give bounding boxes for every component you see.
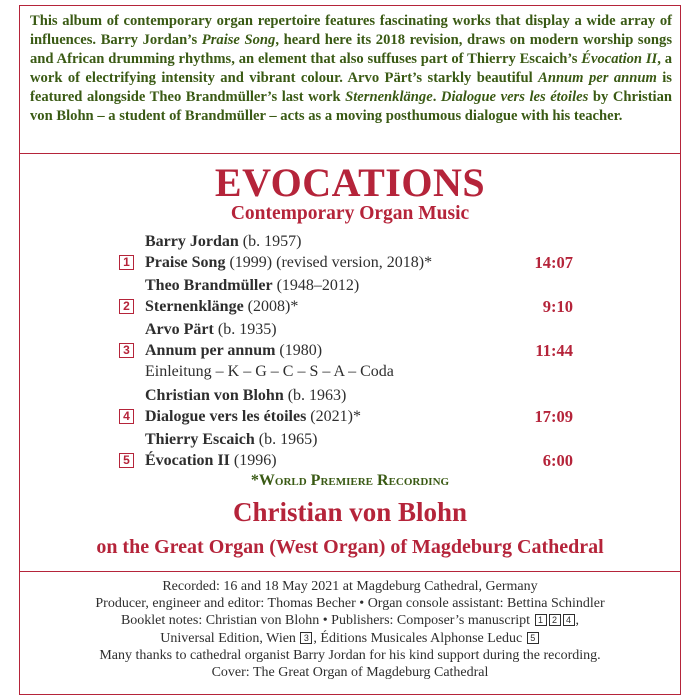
track-work[interactable]: Praise Song (1999) (revised version, 2018)*: [145, 254, 433, 271]
track-duration: 6:00: [542, 451, 573, 470]
credit-publishers: Universal Edition, Wien 3 , Éditions Musicales Alphonse Leduc 5: [0, 630, 700, 647]
performer-name: Christian von Blohn: [232, 497, 468, 527]
intro-work-title: Évocation II: [581, 51, 658, 67]
track-box: 3: [300, 632, 312, 644]
track-work[interactable]: Annum per annum (1980): [145, 342, 323, 359]
track-composer: Thierry Escaich (b. 1965): [145, 431, 318, 448]
track-number: 4: [119, 409, 134, 424]
track-composer: Christian von Blohn (b. 1963): [145, 387, 347, 404]
intro-work-title: Sternenklänge: [345, 89, 433, 105]
track-duration: 17:09: [534, 407, 573, 426]
track-box: 2: [549, 614, 561, 626]
album-subtitle: Contemporary Organ Music: [230, 203, 470, 224]
track-composer: Barry Jordan (b. 1957): [145, 233, 302, 250]
album-title: EVOCATIONS: [214, 160, 486, 205]
track-box: 5: [527, 632, 539, 644]
track-number: 3: [119, 343, 134, 358]
divider-bottom: [19, 571, 681, 572]
credit-producer: Producer, engineer and editor: Thomas Becher • Organ console assistant: Bettina Schindler: [95, 596, 605, 612]
track-work[interactable]: Évocation II (1996): [145, 452, 277, 469]
track-duration: 9:10: [542, 297, 573, 316]
credits: [0, 578, 700, 681]
intro-work-title: Praise Song: [201, 32, 276, 48]
track-number: 5: [119, 453, 134, 468]
track-box: 4: [563, 614, 575, 626]
intro-work-title: Dialogue vers les étoiles: [440, 89, 589, 105]
instrument-line: on the Great Organ (West Organ) of Magdeburg Cathedral: [96, 536, 604, 558]
track-sections: Einleitung – K – G – C – S – A – Coda: [145, 363, 394, 380]
track-composer: Arvo Pärt (b. 1935): [145, 321, 277, 338]
track-work[interactable]: Dialogue vers les étoiles (2021)*: [145, 408, 361, 425]
credit-thanks: Many thanks to cathedral organist Barry Jordan for his kind support during the recording.: [99, 647, 601, 663]
divider-top: [19, 153, 681, 154]
track-composer: Theo Brandmüller (1948–2012): [145, 277, 360, 294]
track-number: 1: [119, 255, 134, 270]
track-duration: 11:44: [535, 341, 573, 360]
intro-text: This album of contemporary organ repertoire features fascinating works that display a wide array of influences. Barry Jordan’s Praise Song, heard here its 2018 revision, draws on modern worship songs and African drumming rhythms, an element that also suffuses part of Thierry Escaich’s Évocation II, a work of electrifying intensity and vibrant colour. Arvo Pärt’s starkly beautiful Annum per annum is featured alongside Theo Brandmüller’s last work Sternenklänge. Dialogue vers les étoiles by Christian von Blohn – a student of Brandmüller – acts as a moving posthumous dialogue with his teacher.: [30, 13, 673, 124]
intro-work-title: Annum per annum: [538, 70, 657, 86]
track-number: 2: [119, 299, 134, 314]
credit-notes: Booklet notes: Christian von Blohn • Publishers: Composer’s manuscript 1 2 4 ,: [120, 613, 580, 629]
credit-recorded: Recorded: 16 and 18 May 2021 at Magdeburg Cathedral, Germany: [162, 579, 538, 594]
track-box: 1: [535, 614, 547, 626]
track-work[interactable]: Sternenklänge (2008)*: [145, 298, 299, 315]
credit-cover: Cover: The Great Organ of Magdeburg Cathedral: [211, 665, 489, 681]
track-duration: 14:07: [534, 253, 573, 272]
premiere-note: *World Premiere Recording: [250, 472, 450, 489]
